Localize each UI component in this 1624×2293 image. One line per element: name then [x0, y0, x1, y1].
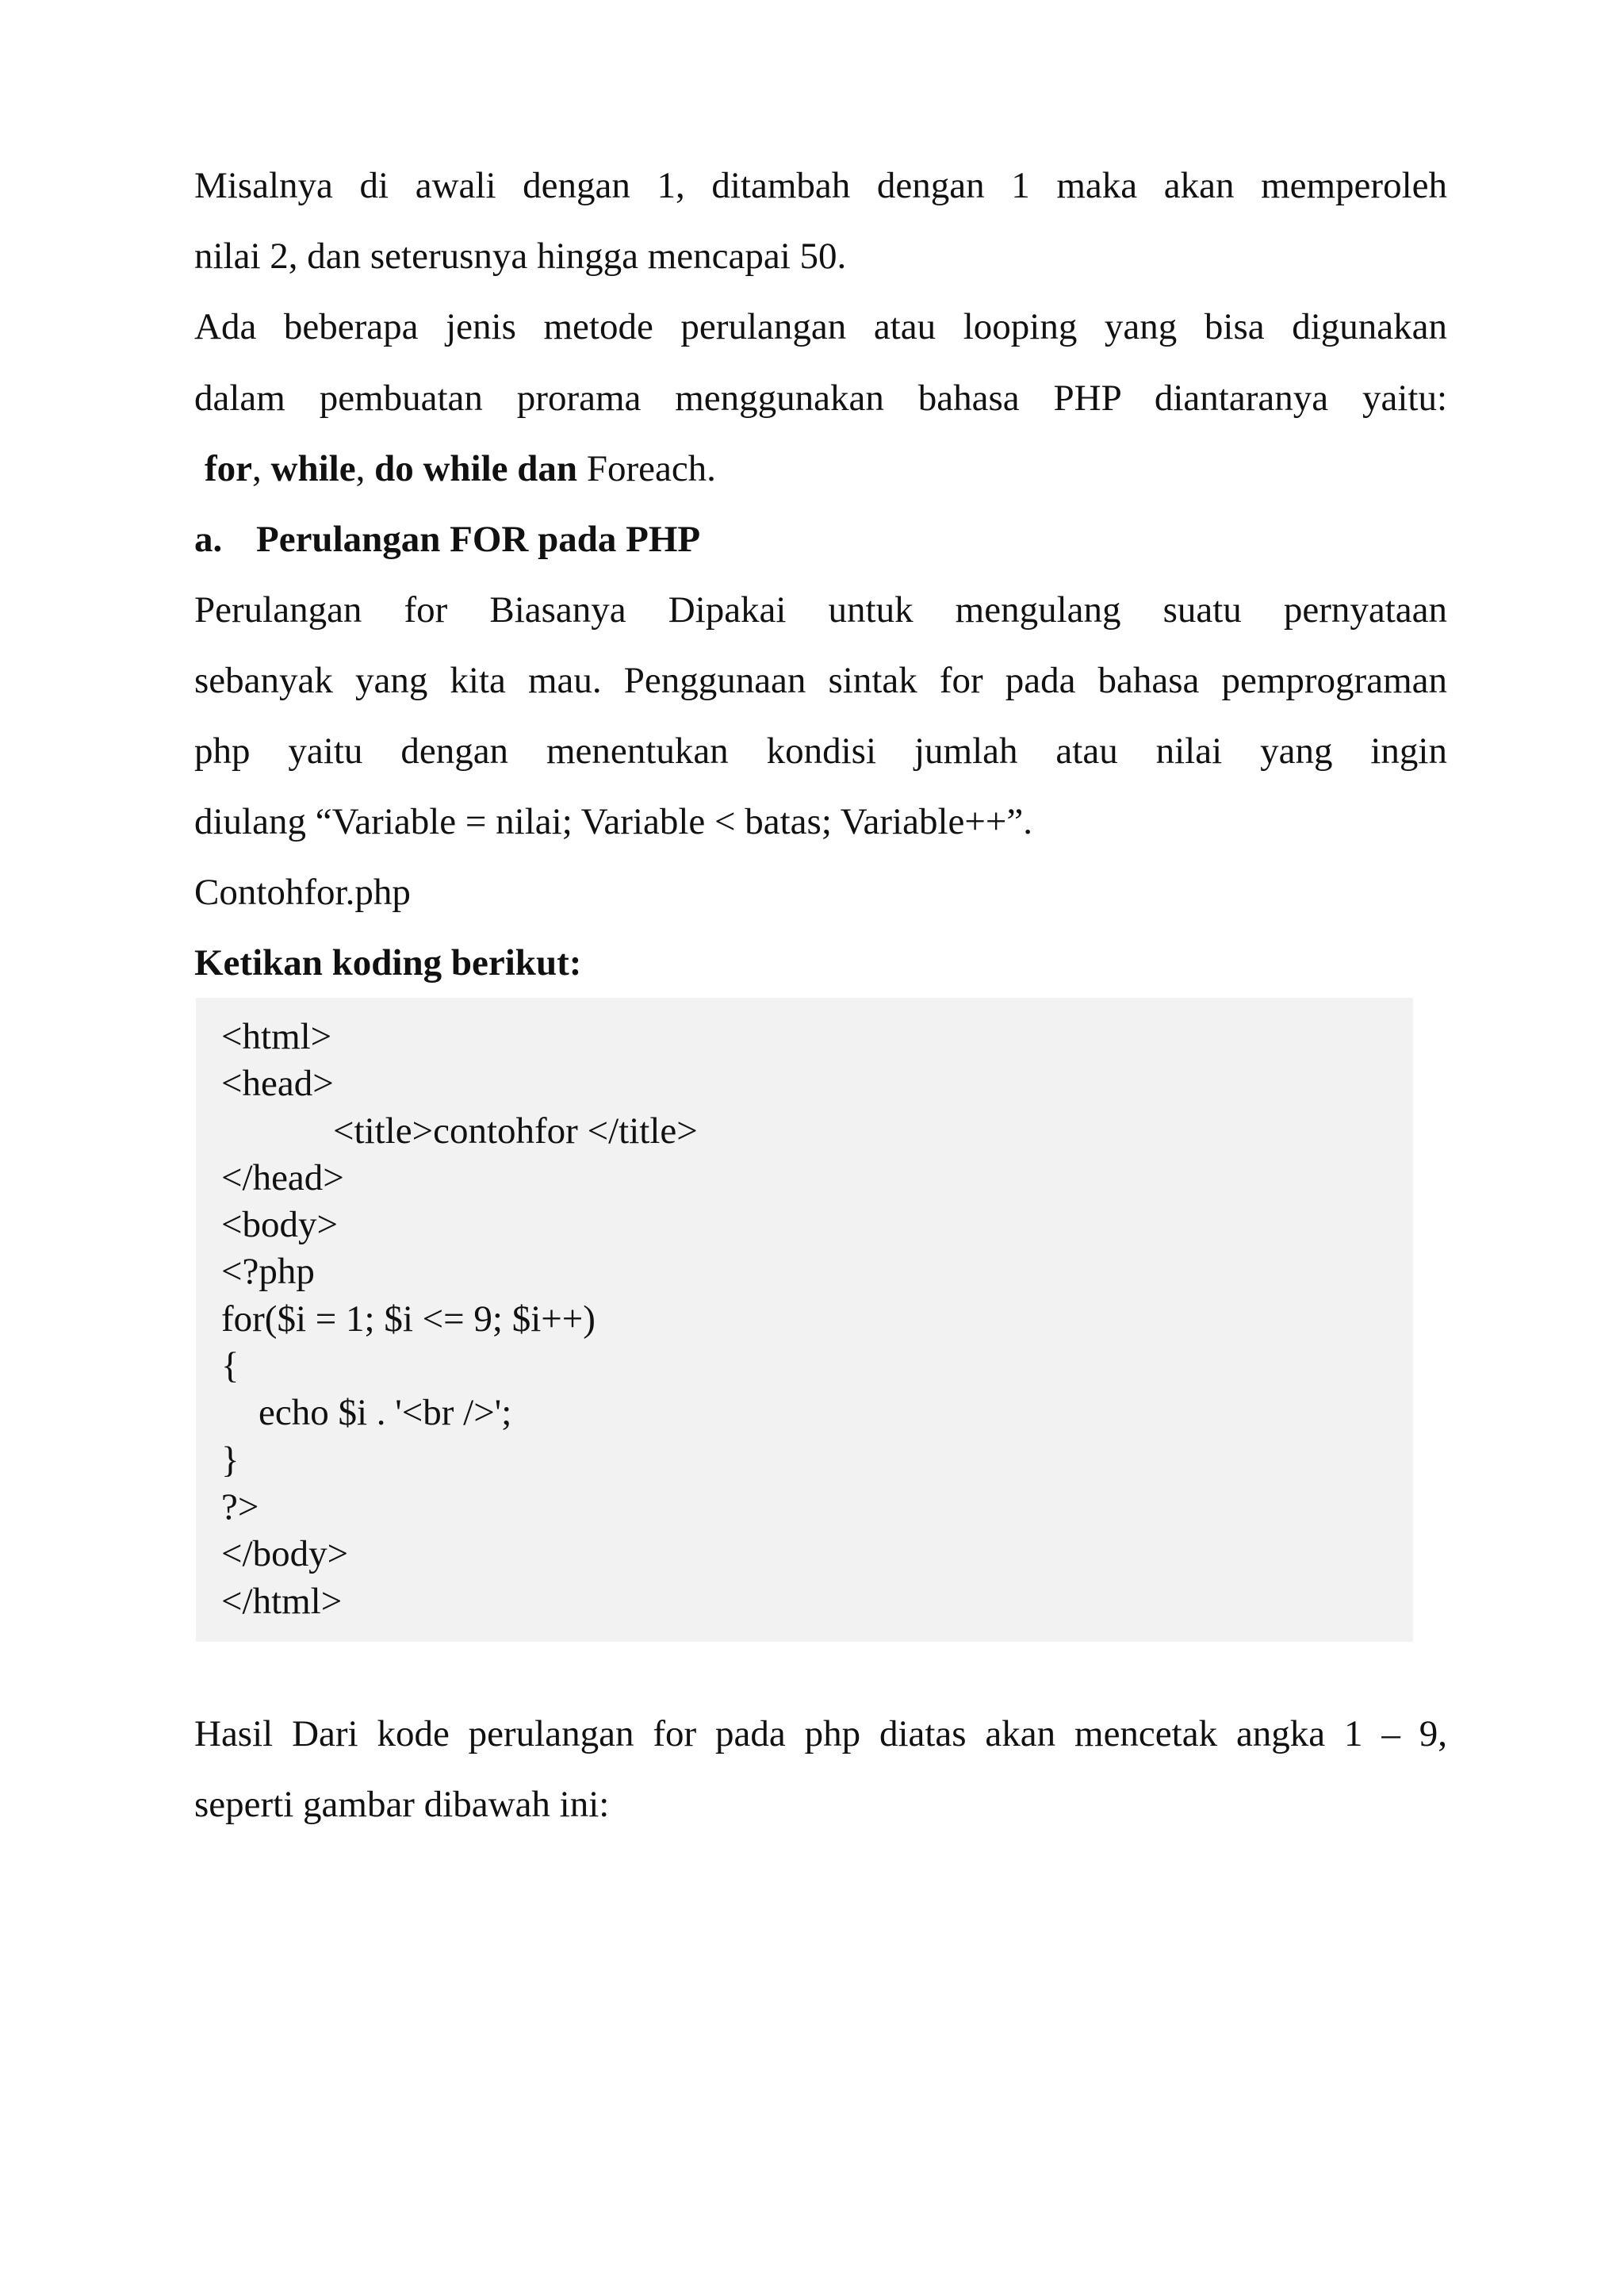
paragraph-3-line-2: sebanyak yang kita mau. Penggunaan sintak for pada bahasa pemprograman	[194, 660, 1447, 701]
paragraph-3-line-1: Perulangan for Biasanya Dipakai untuk mengulang suatu pernyataan	[194, 589, 1447, 631]
paragraph-2-line-3	[194, 434, 1457, 504]
code-line: <head>	[221, 1063, 334, 1105]
paragraph-2-line-1: Ada beberapa jenis metode perulangan atau looping yang bisa digunakan	[194, 306, 1447, 347]
code-line: echo $i . '<br />';	[221, 1392, 512, 1434]
heading-text: Perulangan FOR pada PHP	[256, 519, 701, 560]
code-line: <html>	[221, 1016, 332, 1057]
foreach-text: Foreach.	[577, 448, 716, 489]
paragraph-4-line-1: Hasil Dari kode perulangan for pada php diatas akan mencetak angka 1 – 9,	[194, 1713, 1447, 1754]
code-line: </html>	[221, 1580, 343, 1622]
paragraph-1-line-1: Misalnya di awali dengan 1, ditambah dengan 1 maka akan memperoleh	[194, 165, 1447, 206]
filename-label: Contohfor.php	[194, 872, 411, 913]
code-block	[196, 998, 1413, 1642]
code-line: <body>	[221, 1204, 339, 1246]
code-line: </head>	[221, 1156, 344, 1198]
code-line: <title>contohfor </title>	[221, 1110, 698, 1152]
code-line: for($i = 1; $i <= 9; $i++)	[221, 1298, 596, 1340]
keyword-do-while: do while dan	[374, 448, 578, 489]
keyword-while: while	[270, 448, 356, 489]
instruction-label: Ketikan koding berikut:	[194, 942, 582, 984]
paragraph-3-line-3: php yaitu dengan menentukan kondisi jumlah atau nilai yang ingin	[194, 730, 1447, 772]
code-line: }	[221, 1439, 239, 1481]
code-line: </body>	[221, 1533, 349, 1575]
paragraph-4-line-2: seperti gambar dibawah ini:	[194, 1784, 610, 1825]
code-lines	[221, 1014, 698, 1625]
paragraph-3-line-4: diulang “Variable = nilai; Variable < batas; Variable++”.	[194, 801, 1032, 842]
paragraph-1-line-2: nilai 2, dan seterusnya hingga mencapai 50.	[194, 236, 847, 277]
keyword-for: for	[205, 448, 253, 489]
heading-marker: a.	[194, 519, 223, 560]
code-line: <?php	[221, 1251, 315, 1293]
section-heading	[194, 504, 1447, 575]
code-line: ?>	[221, 1486, 259, 1528]
separator: ,	[355, 448, 375, 489]
code-line: {	[221, 1345, 239, 1387]
separator: ,	[252, 448, 271, 489]
paragraph-2-line-2: dalam pembuatan prorama menggunakan bahasa PHP diantaranya yaitu:	[194, 378, 1447, 419]
